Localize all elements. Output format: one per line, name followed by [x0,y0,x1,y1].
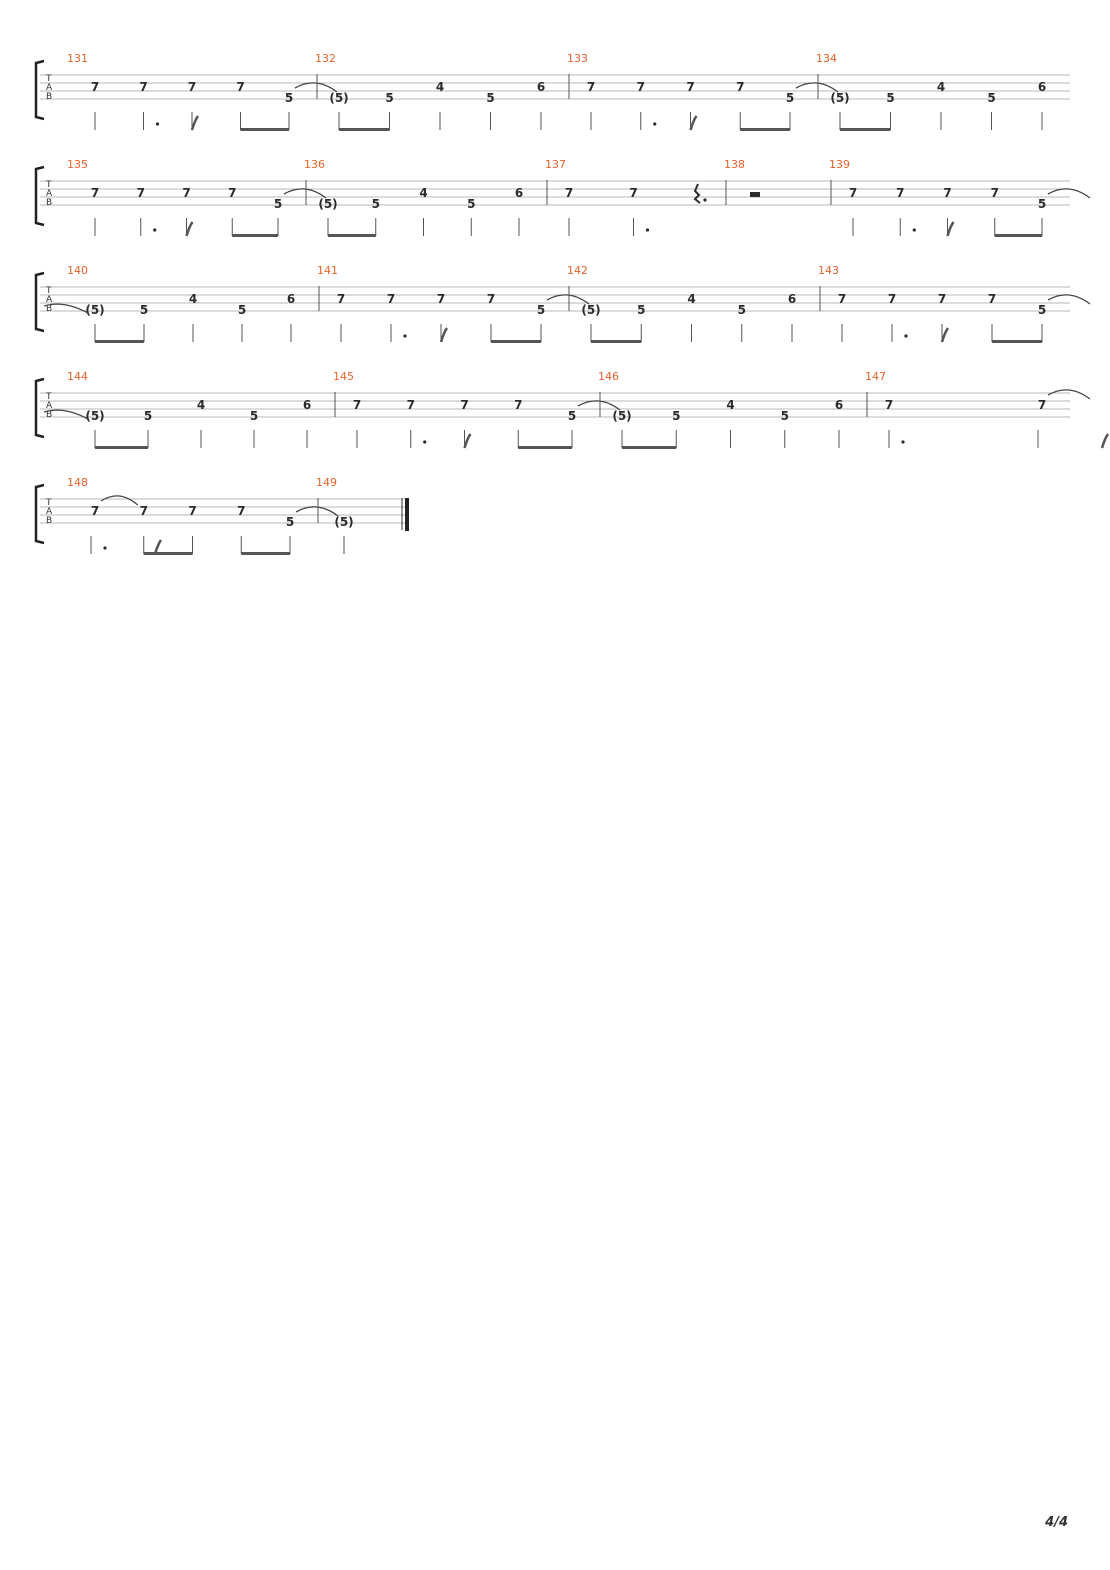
tab-clef-letter: T [46,286,52,296]
tab-system [36,158,1090,237]
system-bracket [36,485,44,543]
note-beam [518,446,572,449]
tab-clef-letter: A [46,295,53,305]
system-bracket [36,273,44,331]
measure-number: 141 [317,264,338,277]
note-beam [740,128,790,131]
measure-number: 143 [818,264,839,277]
measure-number: 132 [315,52,336,65]
rhythm-dot [913,228,916,231]
fret-number: 6 [834,398,844,412]
fret-number: 5 [737,303,746,317]
fret-number: 7 [90,504,100,518]
measure-number: 146 [598,370,619,383]
measure-number: 139 [829,158,850,171]
fret-number: 7 [182,186,191,200]
measure-number: 138 [724,158,745,171]
rhythm-dot [156,122,159,125]
fret-number: 7 [228,186,237,200]
fret-number: 5 [486,91,495,105]
note-beam [144,552,193,555]
note-flag [1102,434,1108,448]
note-flag [187,222,193,236]
measure-number: 134 [816,52,837,65]
fret-number: 7 [736,80,745,94]
note-beam [95,340,144,343]
fret-number: 5 [1037,303,1047,317]
fret-number: 7 [837,292,847,306]
fret-number: 5 [672,409,681,423]
fret-number: (5) [612,409,632,423]
rhythm-dot [646,228,649,231]
note-flag [948,222,954,236]
tab-clef-letter: B [46,92,53,102]
note-beam [840,128,891,131]
fret-number: 4 [726,398,735,412]
fret-number: 5 [886,91,895,105]
fret-number: 7 [987,292,997,306]
fret-number: 5 [467,197,476,211]
fret-number: 7 [896,186,905,200]
fret-number: 5 [285,515,295,529]
fret-number: 7 [564,186,574,200]
fret-number: 5 [385,91,394,105]
fret-number: 4 [419,186,428,200]
fret-number: 6 [286,292,296,306]
fret-number: 7 [887,292,897,306]
rhythm-dot [403,334,406,337]
measure-number: 145 [333,370,354,383]
fret-number: 7 [686,80,695,94]
tab-system [36,264,1090,343]
tab-clef-letter: T [46,180,52,190]
fret-number: 5 [284,91,294,105]
measure-number: 144 [67,370,88,383]
note-flag [465,434,471,448]
fret-number: 6 [536,80,546,94]
measure-number: 131 [67,52,88,65]
tab-system [36,476,409,555]
fret-number: 7 [848,186,858,200]
fret-number: 7 [236,80,245,94]
note-flag [192,116,198,130]
fret-number: 4 [188,292,198,306]
fret-number: (5) [581,303,601,317]
fret-number: (5) [830,91,850,105]
dotted-rest-dot [703,198,706,201]
tab-system [36,370,1108,449]
tab-clef-letter: A [46,507,53,517]
fret-number: 5 [139,303,149,317]
fret-number: (5) [334,515,354,529]
fret-number: 5 [780,409,789,423]
fret-number: 6 [302,398,312,412]
fret-number: 7 [436,292,446,306]
fret-number: (5) [318,197,338,211]
rhythm-dot [904,334,907,337]
note-beam [491,340,541,343]
note-flag [155,540,161,554]
fret-number: 5 [273,197,283,211]
tab-clef-letter: B [46,304,53,314]
system-bracket [36,167,44,225]
fret-number: 7 [352,398,362,412]
fret-number: 5 [1037,197,1047,211]
fret-number: 7 [406,398,415,412]
fret-number: 7 [188,504,197,518]
fret-number: 7 [460,398,469,412]
half-rest [750,192,760,197]
tab-clef-letter: T [46,392,52,402]
rhythm-dot [653,122,656,125]
tab-clef-letter: A [46,401,53,411]
fret-number: (5) [329,91,349,105]
tab-clef-letter: B [46,198,53,208]
measure-number: 137 [545,158,566,171]
tab-system [36,52,1070,131]
rhythm-dot [153,228,156,231]
system-bracket [36,61,44,119]
quarter-rest [695,184,700,203]
measure-number: 135 [67,158,88,171]
fret-number: 6 [1037,80,1047,94]
tie [1048,390,1090,399]
note-beam [232,234,278,237]
fret-number: 7 [629,186,638,200]
final-barline-thick [405,498,409,531]
tie [101,496,138,505]
note-beam [992,340,1042,343]
fret-number: 4 [687,292,696,306]
fret-number: 7 [336,292,346,306]
fret-number: 5 [785,91,795,105]
measure-number: 148 [67,476,88,489]
fret-number: 5 [371,197,380,211]
tab-clef-letter: A [46,189,53,199]
fret-number: 7 [386,292,396,306]
fret-number: 7 [990,186,999,200]
note-beam [95,446,148,449]
fret-number: 7 [136,186,145,200]
measure-number: 140 [67,264,88,277]
fret-number: 7 [884,398,894,412]
note-beam [328,234,376,237]
fret-number: 7 [937,292,947,306]
note-beam [241,128,290,131]
fret-number: 7 [943,186,952,200]
fret-number: (5) [85,303,105,317]
note-beam [622,446,676,449]
fret-number: 7 [139,80,148,94]
tab-clef-letter: B [46,516,53,526]
note-flag [942,328,948,342]
rhythm-dot [901,440,904,443]
fret-number: 5 [143,409,153,423]
fret-number: 7 [514,398,523,412]
fret-number: 7 [636,80,645,94]
fret-number: 7 [90,186,100,200]
note-beam [241,552,290,555]
fret-number: 5 [637,303,646,317]
measure-number: 147 [865,370,886,383]
fret-number: 7 [90,80,100,94]
tab-clef-letter: B [46,410,53,420]
note-flag [691,116,697,130]
note-beam [995,234,1042,237]
fret-number: 7 [187,80,197,94]
page-number: 4/4 [1045,1515,1068,1530]
fret-number: 5 [987,91,996,105]
tab-clef-letter: A [46,83,53,93]
fret-number: 7 [586,80,596,94]
fret-number: 5 [567,409,577,423]
fret-number: 4 [196,398,206,412]
fret-number: 4 [435,80,445,94]
measure-number: 136 [304,158,325,171]
measure-number: 142 [567,264,588,277]
fret-number: (5) [85,409,105,423]
note-beam [339,128,390,131]
fret-number: 7 [486,292,496,306]
measure-number: 149 [316,476,337,489]
fret-number: 5 [237,303,247,317]
fret-number: 7 [1037,398,1047,412]
note-beam [591,340,641,343]
fret-number: 5 [536,303,546,317]
fret-number: 7 [139,504,148,518]
fret-number: 5 [249,409,259,423]
fret-number: 6 [514,186,524,200]
note-flag [441,328,447,342]
tab-clef-letter: T [46,74,52,84]
tab-clef-letter: T [46,498,52,508]
fret-number: 7 [237,504,246,518]
rhythm-dot [103,546,106,549]
measure-number: 133 [567,52,588,65]
rhythm-dot [423,440,426,443]
fret-number: 4 [936,80,946,94]
system-bracket [36,379,44,437]
fret-number: 6 [787,292,797,306]
